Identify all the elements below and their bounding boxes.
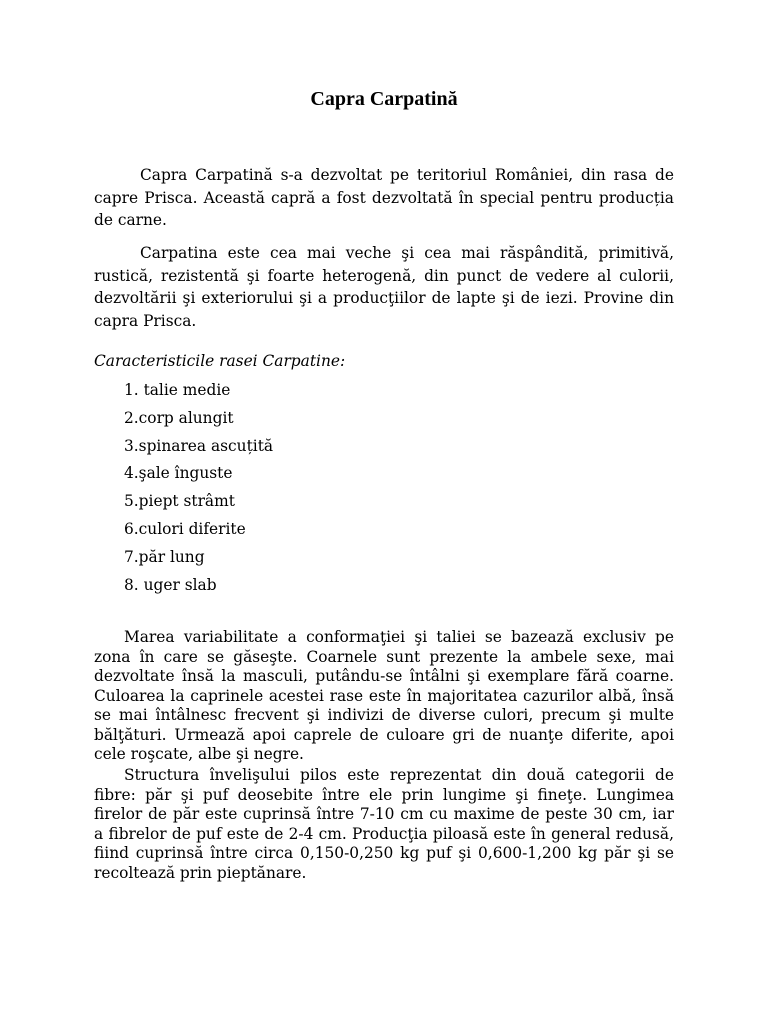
list-item: 1. talie medie [124, 381, 231, 399]
variability-paragraph: Marea variabilitate a conformaţiei şi taliei se bazează exclusiv pe zona în care se găseşte. Coarnele sunt prezente la ambele sexe, mai dezvoltate însă la masculi, putându-se întâlni şi exemplare fără coarne. Culoarea la caprinele acestei rase este în majoritatea cazurilor albă, însă se mai întâlnesc frecvent şi indivizi de diverse culori, precum şi multe bălţături. Urmează apoi caprele de culoare gri de nuanţe diferite, apoi cele roşcate, albe şi negre. [94, 628, 674, 763]
page-title: Capra Carpatină [310, 88, 458, 110]
list-item: 3.spinarea ascuțită [124, 436, 274, 455]
list-item: 2.corp alungit [124, 408, 234, 427]
list-item: 8. uger slab [124, 575, 217, 594]
characteristics-list [124, 378, 273, 600]
list-item: 6.culori diferite [124, 519, 246, 538]
description-paragraph: Carpatina este cea mai veche şi cea mai răspândită, primitivă, rustică, rezistentă şi foarte heterogenă, din punct de vedere al culorii, dezvoltării şi exteriorului şi a producţiilor de lapte şi de iezi. Provine din capra Prisca. [94, 244, 674, 330]
fleece-structure-paragraph: Structura învelişului pilos este reprezentat din două categorii de fibre: păr şi puf deosebite între ele prin lungime şi fineţe. Lungimea firelor de păr este cuprinsă între 7-10 cm cu maxime de peste 30 cm, iar a fibrelor de puf este de 2-4 cm. Producţia piloasă este în general redusă, fiind cuprinsă între circa 0,150-0,250 kg puf şi 0,600-1,200 kg păr şi se recoltează prin pieptănare. [94, 766, 674, 882]
characteristics-heading: Caracteristicile rasei Carpatine: [94, 352, 346, 370]
list-item: 4.şale înguste [124, 464, 233, 483]
list-item: 5.piept strâmt [124, 492, 235, 511]
list-item: 7.păr lung [124, 547, 205, 566]
intro-paragraph: Capra Carpatină s-a dezvoltat pe teritoriul României, din rasa de capre Prisca. Această capră a fost dezvoltată în special pentru producția de carne. [94, 166, 674, 229]
